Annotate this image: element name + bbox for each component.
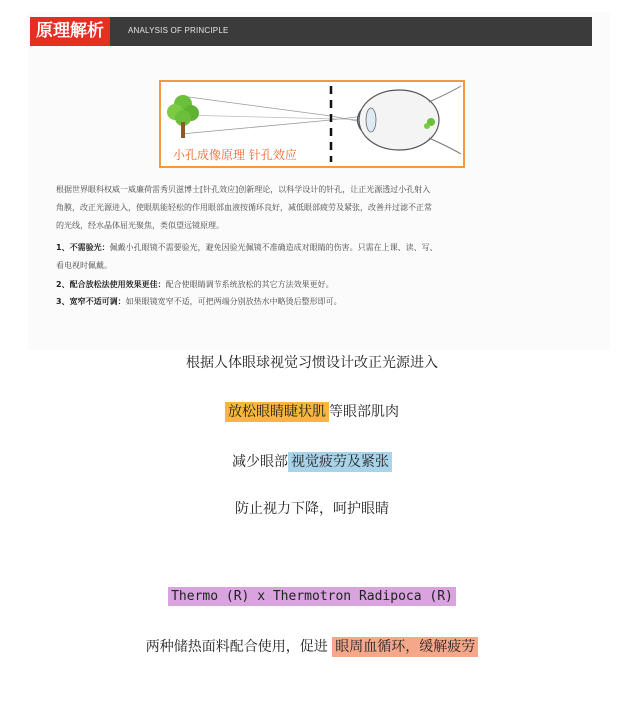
feature-line-1: 根据人体眼球视觉习惯设计改正光源进入 <box>186 355 438 371</box>
feature-line-6-pre: 两种储热面料配合使用，促进 <box>145 639 333 655</box>
intro-line-2: 角膜，改正光源进入，使眼肌能轻松的作用眼部血液按循环良好，减低眼部疲劳及紧张，改善并过滤不正常 <box>56 203 432 212</box>
section-title: 原理解析 <box>30 17 110 46</box>
list-item-1-title: 1、不需验光： <box>56 243 110 252</box>
list-item-1-text: 佩戴小孔眼镜不需要验光，避免因验光佩镜不准确造成对眼睛的伤害。只需在上课、读、写、 <box>109 243 438 252</box>
feature-line-2-rest: 等眼部肌肉 <box>329 404 399 420</box>
list-item-3-title: 3、宽窄不适可调： <box>56 297 126 306</box>
section-header <box>30 17 592 46</box>
section-subtitle: ANALYSIS OF PRINCIPLE <box>128 26 229 35</box>
list-item-3 <box>56 294 592 309</box>
intro-line-3: 的光线，经水晶体屈光聚焦，类似望远镜原理。 <box>56 221 224 230</box>
feature-highlight-muscle: 放松眼睛睫状肌 <box>225 402 329 422</box>
list-item-3-text: 如果眼镜宽窄不适，可把两端分别放热水中略烫后整形即可。 <box>125 297 342 306</box>
feature-highlight-fatigue: 视觉疲劳及紧张 <box>288 452 392 472</box>
feature-line-3-pre: 减少眼部 <box>232 454 288 470</box>
feature-line-2 <box>0 401 624 421</box>
list-item-2-title: 2、配合放松法使用效果更佳： <box>56 280 166 289</box>
fabric-brand-label: Thermo (R) x Thermotron Radipoca (R) <box>168 587 456 606</box>
intro-line-1: 根据世界眼科权威一威廉荷雷秀贝滋博士[针孔效应]创新理论，以科学设计的针孔，让正光源透过小孔射入 <box>56 185 431 194</box>
list-item-2 <box>56 277 592 292</box>
eye-icon <box>358 86 462 154</box>
list-item-1 <box>56 240 592 255</box>
list-item-2-text: 配合使眼睛调节系统放松的其它方法效果更好。 <box>165 280 334 289</box>
tree-icon <box>167 95 199 138</box>
list-item-1-cont: 看电视时佩戴。 <box>56 261 112 270</box>
diagram-caption: 小孔成像原理 针孔效应 <box>173 148 297 162</box>
pinhole-diagram <box>159 80 465 168</box>
feature-line-5 <box>0 588 624 604</box>
feature-line-3 <box>0 451 624 471</box>
feature-line-4: 防止视力下降，呵护眼睛 <box>235 501 389 517</box>
feature-highlight-circulation: 眼周血循环，缓解疲劳 <box>332 637 478 657</box>
feature-line-6 <box>0 636 624 656</box>
